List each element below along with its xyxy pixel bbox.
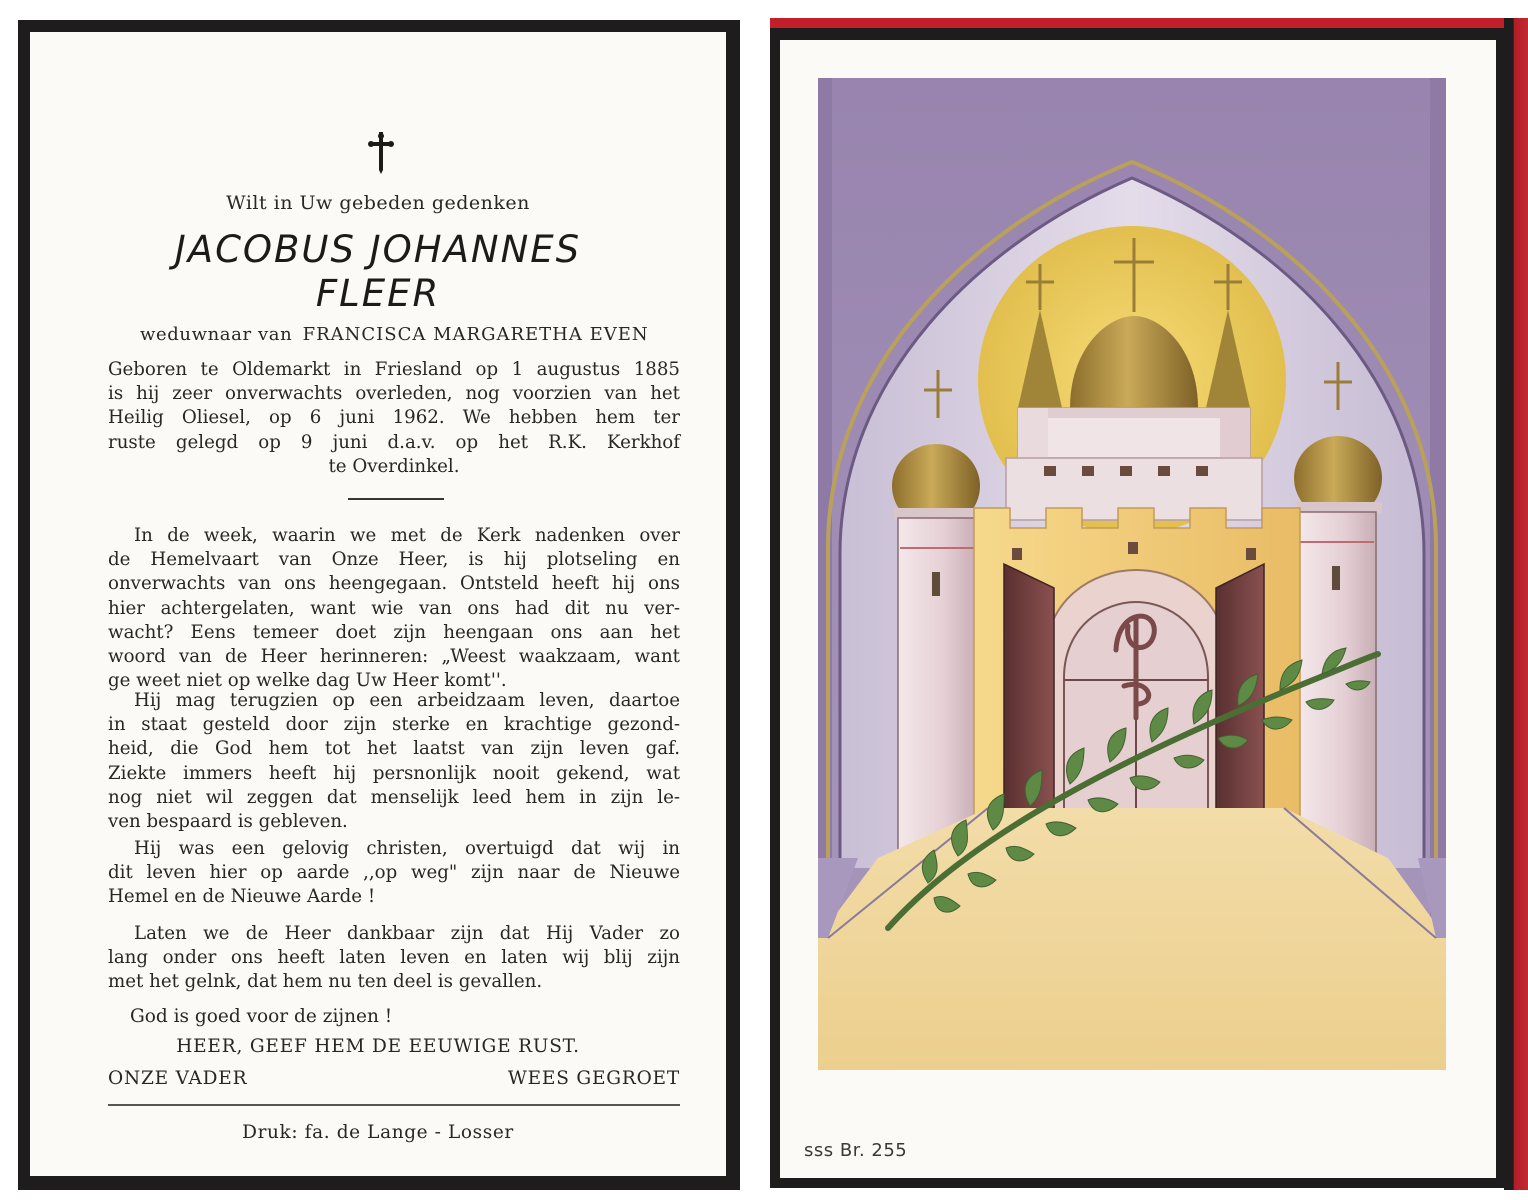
text-line: Laten we de Heer dankbaar zijn dat Hij Vader zo (134, 923, 680, 944)
memorial-text-card (18, 20, 740, 1190)
deceased-name-line2: FLEER (315, 272, 441, 315)
memorial-text-paper (30, 32, 726, 1176)
widower-prefix: weduwnaar van (140, 324, 293, 345)
text-line: nog niet wil zeggen dat menselijk leed hem in zijn le- (108, 786, 680, 808)
text-line: woord van de Heer herinneren: „Weest waakzaam, want (108, 646, 680, 668)
text-line: hier achtergelaten, want wie van ons had dit nu ver- (108, 597, 680, 619)
paragraph-faith (108, 837, 680, 910)
text-line: Hij was een gelovig christen, overtuigd dat wij in (134, 838, 680, 859)
printer-credit: Druk: fa. de Lange - Losser (242, 1122, 514, 1143)
devotional-image-card (770, 28, 1506, 1188)
text-line: Hemel en de Nieuwe Aarde ! (108, 886, 376, 908)
text-line: te Overdinkel. (328, 455, 460, 477)
spouse-name: FRANCISCA MARGARETHA EVEN (302, 324, 649, 345)
text-line: ven bespaard is gebleven. (108, 811, 348, 833)
text-line: wacht? Eens temeer doet zijn heengaan ons aan het (108, 621, 680, 643)
text-line: is hij zeer onverwachts overleden, nog voorzien van het (108, 383, 680, 405)
rest-prayer: HEER, GEEF HEM DE EEUWIGE RUST. (176, 1036, 580, 1057)
prayer-hail-mary: WEES GEGROET (507, 1068, 680, 1089)
intro-line: Wilt in Uw gebeden gedenken (226, 192, 530, 214)
text-line: lang onder ons heeft laten leven en laten wij blij zijn (108, 947, 680, 969)
devotional-image-paper (780, 40, 1496, 1178)
paragraph-life (108, 689, 680, 834)
text-line: In de week, waarin we met de Kerk nadenken over (134, 525, 680, 546)
text-line: Hij mag terugzien op een arbeidzaam leven, daartoe (134, 690, 680, 711)
church-gate-illustration (818, 78, 1446, 1070)
text-line: Geboren te Oldemarkt in Friesland op 1 augustus 1885 (108, 359, 680, 380)
text-line: onverwachts van ons heengegaan. Ontsteld heeft hij ons (108, 573, 680, 595)
text-line: de Hemelvaart van Onze Heer, is hij plotseling en (108, 549, 680, 571)
paragraph-gratitude (108, 922, 680, 995)
paragraph-ascension (108, 524, 680, 693)
text-line: ruste gelegd op 9 juni d.a.v. op het R.K. Kerkhof (108, 431, 680, 453)
text-line: Heilig Oliesel, op 6 juni 1962. We hebben hem ter (108, 407, 680, 429)
text-line: heid, die God hem tot het laatst van zijn leven gaf. (108, 738, 680, 760)
prayer-our-father: ONZE VADER (108, 1068, 248, 1089)
cross-icon (366, 130, 396, 176)
text-line: met het gelnk, dat hem nu ten deel is gevallen. (108, 971, 543, 993)
widower-line (140, 324, 649, 345)
text-line: dit leven hier op aarde ,,op weg" zijn naar de Nieuwe (108, 862, 680, 884)
text-line: Ziekte immers heeft hij persnonlijk nooit gekend, wat (108, 762, 680, 784)
deceased-name-line1: JACOBUS JOHANNES (174, 228, 582, 271)
card-code: sss Br. 255 (804, 1140, 908, 1161)
divider (348, 498, 444, 500)
red-card-side-edge (1504, 18, 1528, 1190)
text-line: in staat gesteld door zijn sterke en krachtige gezond- (108, 714, 680, 736)
birth-death-paragraph (108, 358, 680, 479)
footer-divider (108, 1104, 680, 1106)
text-line: ge weet niet op welke dag Uw Heer komt''. (108, 670, 507, 692)
closing-line: God is goed voor de zijnen ! (130, 1006, 393, 1027)
